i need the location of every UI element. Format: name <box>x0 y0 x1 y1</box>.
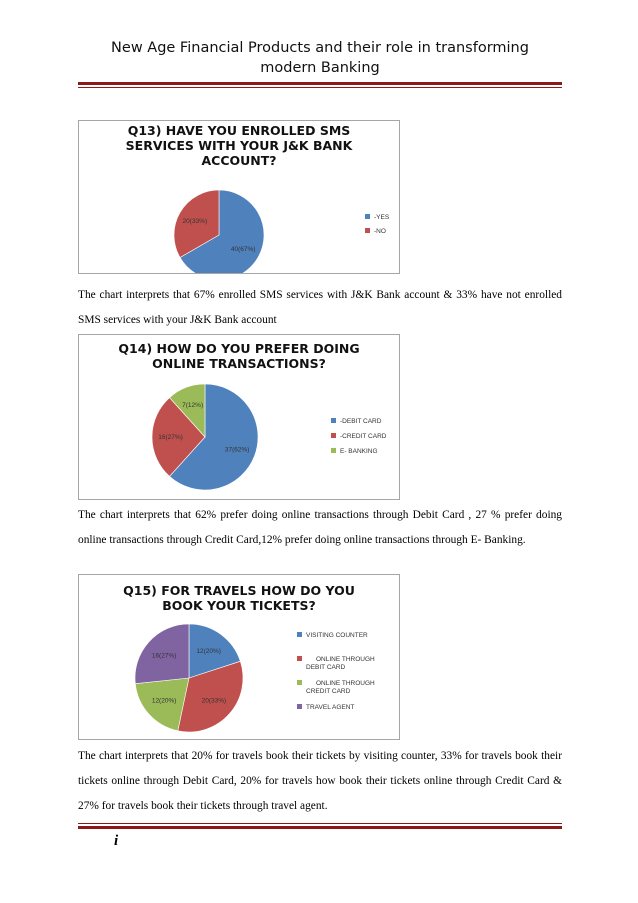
legend-label: -CREDIT CARD <box>340 433 387 440</box>
chart-q13-svg <box>79 121 399 273</box>
header-rule <box>78 82 562 88</box>
page-number: i <box>114 833 119 849</box>
header-title-line2: modern Banking <box>260 60 380 76</box>
paragraph-q14: The chart interprets that 62% prefer doing online transactions through Debit Card , 27 % prefer doing online transactions through Credit Card,12% prefer doing online transactions through E- Banking. <box>78 509 562 546</box>
footer-rule <box>78 823 562 829</box>
legend-swatch <box>297 680 302 685</box>
page-header <box>78 38 562 78</box>
chart-q15-svg <box>79 575 399 739</box>
legend-swatch <box>297 632 302 637</box>
legend-swatch <box>365 214 370 219</box>
legend-swatch <box>365 228 370 233</box>
legend-swatch <box>297 656 302 661</box>
paragraph-q15: The chart interprets that 20% for travels book their tickets by visiting counter, 33% for travels book their tickets online through Debit Card, 20% for travels how book their tickets online through Credit Card & 27% for travels book their tickets through travel agent. <box>78 750 562 812</box>
chart-title-line: Q13) HAVE YOU ENROLLED SMS <box>127 123 351 138</box>
slice-label: 40(67%) <box>230 245 256 253</box>
slice-label: 12(20%) <box>151 697 177 705</box>
slice-label: 37(62%) <box>224 446 250 454</box>
legend-label: ONLINE THROUGH DEBIT CARD <box>306 656 375 671</box>
legend-label: -DEBIT CARD <box>340 418 382 425</box>
chart-title-line: Q14) HOW DO YOU PREFER DOING <box>118 341 360 356</box>
header-title-line1: New Age Financial Products and their role in transforming <box>111 40 529 56</box>
chart-title-line: SERVICES WITH YOUR J&K BANK <box>125 138 353 153</box>
legend-label: -YES <box>374 214 390 221</box>
chart-q13 <box>78 120 400 274</box>
slice-label: 16(27%) <box>151 652 177 660</box>
chart-q14 <box>78 334 400 500</box>
chart-title-line: ONLINE TRANSACTIONS? <box>152 356 326 371</box>
legend-swatch <box>331 418 336 423</box>
chart-q14-svg <box>79 335 399 499</box>
chart-title-line: BOOK YOUR TICKETS? <box>162 598 316 613</box>
slice-label: 20(33%) <box>182 218 208 226</box>
chart-title-line: Q15) FOR TRAVELS HOW DO YOU <box>123 583 355 598</box>
legend-label: TRAVEL AGENT <box>306 704 355 711</box>
legend-swatch <box>297 704 302 709</box>
legend-label: -NO <box>374 228 386 235</box>
legend-swatch <box>331 448 336 453</box>
slice-label: 12(20%) <box>196 647 221 655</box>
chart-q15 <box>78 574 400 740</box>
slice-label: 16(27%) <box>158 434 183 441</box>
legend-label: ONLINE THROUGH CREDIT CARD <box>306 680 375 695</box>
legend-label: E- BANKING <box>340 448 378 455</box>
slice-label: 20(33%) <box>201 697 227 705</box>
legend-label: VISITING COUNTER <box>306 632 368 639</box>
chart-title-line: ACCOUNT? <box>201 153 277 168</box>
paragraph-q13: The chart interprets that 67% enrolled SMS services with J&K Bank account & 33% have not enrolled SMS services with your J&K Bank account <box>78 289 562 326</box>
slice-label: 7(12%) <box>182 401 204 409</box>
legend-swatch <box>331 433 336 438</box>
